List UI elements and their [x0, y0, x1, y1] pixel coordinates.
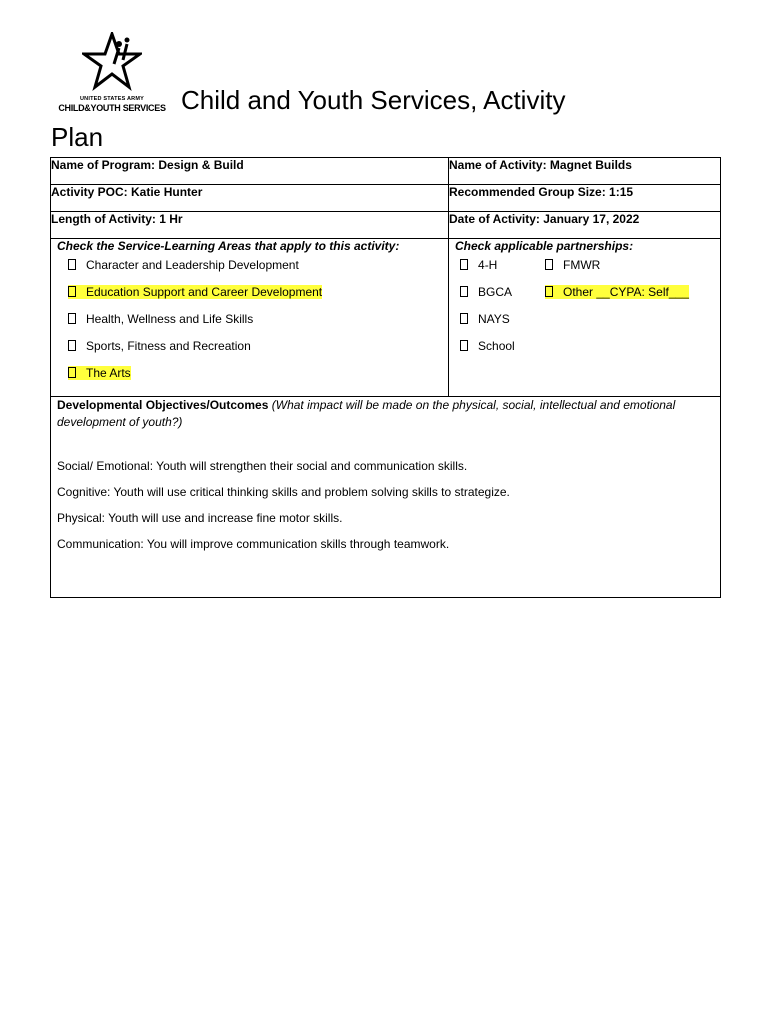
- service-learning-cell: [51, 239, 449, 397]
- logo-text-top: UNITED STATES ARMY: [80, 96, 144, 102]
- checkbox-icon[interactable]: [68, 286, 76, 297]
- title-line-1: Child and Youth Services, Activity: [181, 85, 566, 115]
- info-row: [51, 185, 721, 212]
- objective-item: Physical: Youth will use and increase fine motor skills.: [57, 511, 343, 525]
- program-name: Name of Program: Design & Build: [51, 158, 449, 185]
- checkbox-icon[interactable]: [68, 340, 76, 351]
- logo-text-main: CHILD&YOUTH SERVICES: [58, 103, 166, 113]
- checkbox-icon[interactable]: [68, 367, 76, 378]
- developmental-title: Developmental Objectives/Outcomes: [57, 398, 269, 412]
- page-title: [51, 82, 631, 156]
- service-area-label: Sports, Fitness and Recreation: [86, 339, 251, 353]
- checkbox-icon[interactable]: [68, 259, 76, 270]
- checkbox-icon[interactable]: [460, 313, 468, 324]
- developmental-row: [51, 397, 721, 598]
- partnership-label: Other __CYPA: Self___: [563, 285, 689, 299]
- info-row: [51, 158, 721, 185]
- service-area-label: The Arts: [86, 366, 131, 380]
- activity-name: Name of Activity: Magnet Builds: [449, 158, 721, 185]
- partnership-label: School: [478, 339, 515, 353]
- service-area-label: Education Support and Career Development: [86, 285, 323, 299]
- partnership-label: BGCA: [478, 285, 513, 299]
- service-area-label: Health, Wellness and Life Skills: [86, 312, 254, 326]
- service-area-item[interactable]: [68, 258, 448, 285]
- partnership-label: NAYS: [478, 312, 510, 326]
- objective-item: Cognitive: Youth will use critical thinking skills and problem solving skills to strategize.: [57, 485, 510, 499]
- partnerships-cell: [449, 239, 721, 397]
- partnership-row: [460, 312, 720, 339]
- service-area-item[interactable]: [68, 366, 448, 393]
- partnership-item[interactable]: [460, 258, 545, 272]
- partnership-item[interactable]: [460, 285, 545, 299]
- partnership-item[interactable]: [545, 285, 689, 299]
- partnerships-label: Check applicable partnerships:: [455, 239, 634, 253]
- partnership-item[interactable]: [460, 339, 515, 353]
- developmental-cell: [51, 397, 721, 598]
- info-row: [51, 212, 721, 239]
- activity-plan-table: [50, 157, 721, 598]
- checkbox-icon[interactable]: [545, 259, 553, 270]
- activity-length: Length of Activity: 1 Hr: [51, 212, 449, 239]
- developmental-heading: [57, 397, 714, 431]
- checkbox-icon[interactable]: [545, 286, 553, 297]
- partnership-row: [460, 339, 720, 366]
- checkbox-icon[interactable]: [460, 286, 468, 297]
- title-line-2: Plan: [51, 122, 104, 152]
- partnership-item[interactable]: [460, 312, 510, 326]
- activity-poc: Activity POC: Katie Hunter: [51, 185, 449, 212]
- objective-item: Communication: You will improve communication skills through teamwork.: [57, 537, 450, 551]
- partnership-item[interactable]: [545, 258, 600, 272]
- activity-date: Date of Activity: January 17, 2022: [449, 212, 721, 239]
- checklist-row: [51, 239, 721, 397]
- service-area-item[interactable]: [68, 312, 448, 339]
- partnership-label: 4-H: [478, 258, 498, 272]
- service-learning-label: Check the Service-Learning Areas that apply to this activity:: [57, 239, 400, 253]
- partnership-label: FMWR: [563, 258, 601, 272]
- partnership-row: [460, 258, 720, 285]
- checkbox-icon[interactable]: [460, 340, 468, 351]
- service-area-item[interactable]: [68, 339, 448, 366]
- checkbox-icon[interactable]: [460, 259, 468, 270]
- group-size: Recommended Group Size: 1:15: [449, 185, 721, 212]
- objective-item: Social/ Emotional: Youth will strengthen their social and communication skills.: [57, 459, 468, 473]
- service-area-item[interactable]: [68, 285, 448, 312]
- checkbox-icon[interactable]: [68, 313, 76, 324]
- developmental-prompt: (What impact will be made on the physical, social, intellectual and emotional development of youth?): [57, 398, 676, 429]
- partnership-row: [460, 285, 720, 312]
- service-area-label: Character and Leadership Development: [86, 258, 299, 272]
